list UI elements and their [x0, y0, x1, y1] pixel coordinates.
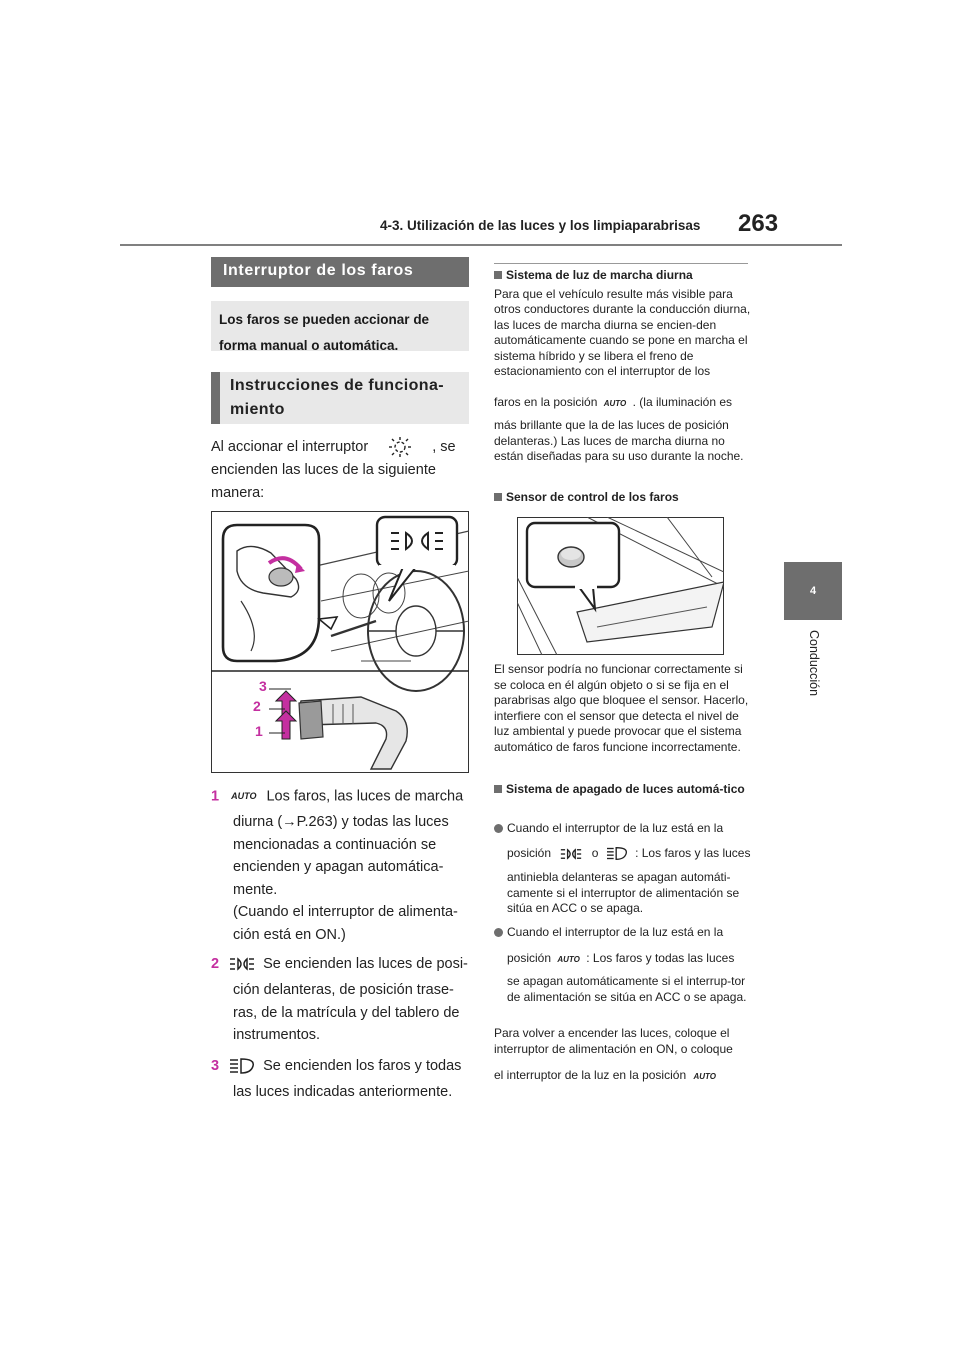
- auto-off-heading: Sistema de apagado de luces automá-tico: [494, 782, 748, 798]
- auto-icon: AUTO: [557, 955, 580, 964]
- header-rule: [120, 244, 842, 246]
- item-3-number: 3: [211, 1058, 220, 1074]
- bullet-2-rest: se apagan automáticamente si el interrup-tor de alimentación se sitúa en ACC o se apaga.: [507, 974, 747, 1004]
- drl-section: [494, 268, 752, 380]
- headlight-icon: [229, 1057, 255, 1075]
- item-3-text-l1: Se encienden los faros y todas: [263, 1058, 462, 1074]
- b2-text-l2b: : Los faros y todas las luces: [586, 951, 735, 965]
- header-section-title: 4-3. Utilización de las luces y los limpiaparabrisas: [380, 218, 701, 233]
- b1-text-l2b: : Los faros y las luces: [635, 846, 751, 860]
- intro-box: Los faros se pueden accionar de forma manual o automática.: [211, 301, 469, 351]
- callout-1: 1: [255, 723, 263, 739]
- position-light-icon: [229, 956, 255, 972]
- headlight-switch-figure: [211, 511, 469, 773]
- callout-2: 2: [253, 698, 261, 714]
- chapter-tab: [784, 562, 842, 620]
- sensor-heading: Sensor de control de los faros: [494, 490, 752, 506]
- drl-heading: Sistema de luz de marcha diurna: [494, 268, 752, 284]
- para-before: Al accionar el interruptor: [211, 439, 369, 455]
- item-2-text-l1: Se encienden las luces de posi-: [263, 956, 468, 972]
- item-3-rest: las luces indicadas anteriormente.: [233, 1084, 453, 1100]
- bullet-1-rest: antiniebla delanteras se apagan automáti-camente si el interruptor de alimentación se sitúa en ACC o se apaga.: [507, 870, 740, 915]
- auto-icon: AUTO: [693, 1072, 716, 1081]
- bullet-2-line1: Cuando el interruptor de la luz está en la: [494, 925, 752, 941]
- auto-icon: AUTO: [231, 791, 257, 801]
- bullet-1-line2: [507, 846, 757, 862]
- round-bullet-icon: [494, 824, 503, 833]
- b1-o: o: [591, 846, 599, 860]
- bullet-1-line1: Cuando el interruptor de la luz está en la: [494, 821, 752, 837]
- chapter-label: [806, 630, 822, 710]
- para-after: , se: [432, 439, 456, 455]
- final-line2: [494, 1068, 752, 1085]
- auto-icon: AUTO: [603, 399, 627, 408]
- drl-text-2: [494, 395, 752, 412]
- item-2-rest: ción delanteras, de posición trase-ras, de la matrícula y del tablero de instrumentos.: [233, 982, 460, 1043]
- intro-paragraph: [211, 436, 473, 505]
- chapter-number: 4: [809, 585, 817, 597]
- round-bullet-icon: [494, 928, 503, 937]
- drl-text-1: Para que el vehículo resulte más visible para otros conductores durante la conducción diurna, las luces de marcha diurna se encien-den automáticamente cuando se pone en marcha el sistema híbrido y se libera el freno de estacionamiento con el interruptor de los: [494, 286, 751, 378]
- item-2: [211, 953, 473, 976]
- sub-heading: Instrucciones de funciona-miento: [211, 372, 469, 424]
- main-heading: Interruptor de los faros: [211, 257, 469, 287]
- chapter-name: Conducción: [807, 630, 821, 697]
- square-bullet-icon: [494, 785, 502, 793]
- item-1: [211, 785, 473, 808]
- drl-text-2a: faros en la posición: [494, 395, 598, 409]
- position-light-icon: [560, 847, 582, 861]
- item-1-note: (Cuando el interruptor de alimenta-ción está en ON.): [233, 904, 458, 943]
- column-rule: [494, 263, 748, 264]
- b1-posicion: posición: [507, 846, 552, 860]
- page-number: 263: [738, 210, 779, 237]
- callout-3: 3: [259, 678, 267, 694]
- item-1-rest: [233, 811, 473, 946]
- light-switch-icon: [380, 436, 420, 458]
- square-bullet-icon: [494, 271, 502, 279]
- drl-text-3: más brillante que la de las luces de posición delanteras.) Las luces de marcha diurna no están diseñadas para su uso durante la noche.: [494, 418, 744, 463]
- b2-posicion: posición: [507, 951, 552, 965]
- drl-text-2b: . (la iluminación es: [632, 395, 732, 409]
- item-1-text-rest: diurna (→P.263) y todas las luces mencionadas a continuación se encienden y apagan automática-mente.: [233, 814, 449, 898]
- bullet-2-line2: [507, 951, 757, 968]
- sensor-figure: [517, 517, 724, 655]
- final-text: Para volver a encender las luces, coloque el interruptor de alimentación en ON, o coloque: [494, 1026, 733, 1056]
- sensor-text: El sensor podría no funcionar correctamente si se coloca en él algún objeto o si se fija en el parabrisas algo que bloquee el sensor. Hacerlo, interfiere con el sensor que detecta el nivel de luz ambiental y puede provocar que el sistema automático de faros funcione incorrectamente.: [494, 662, 749, 754]
- para-line2: encienden las luces de la siguiente manera:: [211, 462, 436, 501]
- final-l2-text: el interruptor de la luz en la posición: [494, 1068, 687, 1082]
- item-1-text-l1: Los faros, las luces de marcha: [266, 788, 464, 805]
- item-2-number: 2: [211, 956, 220, 972]
- square-bullet-icon: [494, 493, 502, 501]
- item-1-number: 1: [211, 788, 220, 805]
- item-3: [211, 1055, 473, 1078]
- headlight-icon: [606, 846, 628, 861]
